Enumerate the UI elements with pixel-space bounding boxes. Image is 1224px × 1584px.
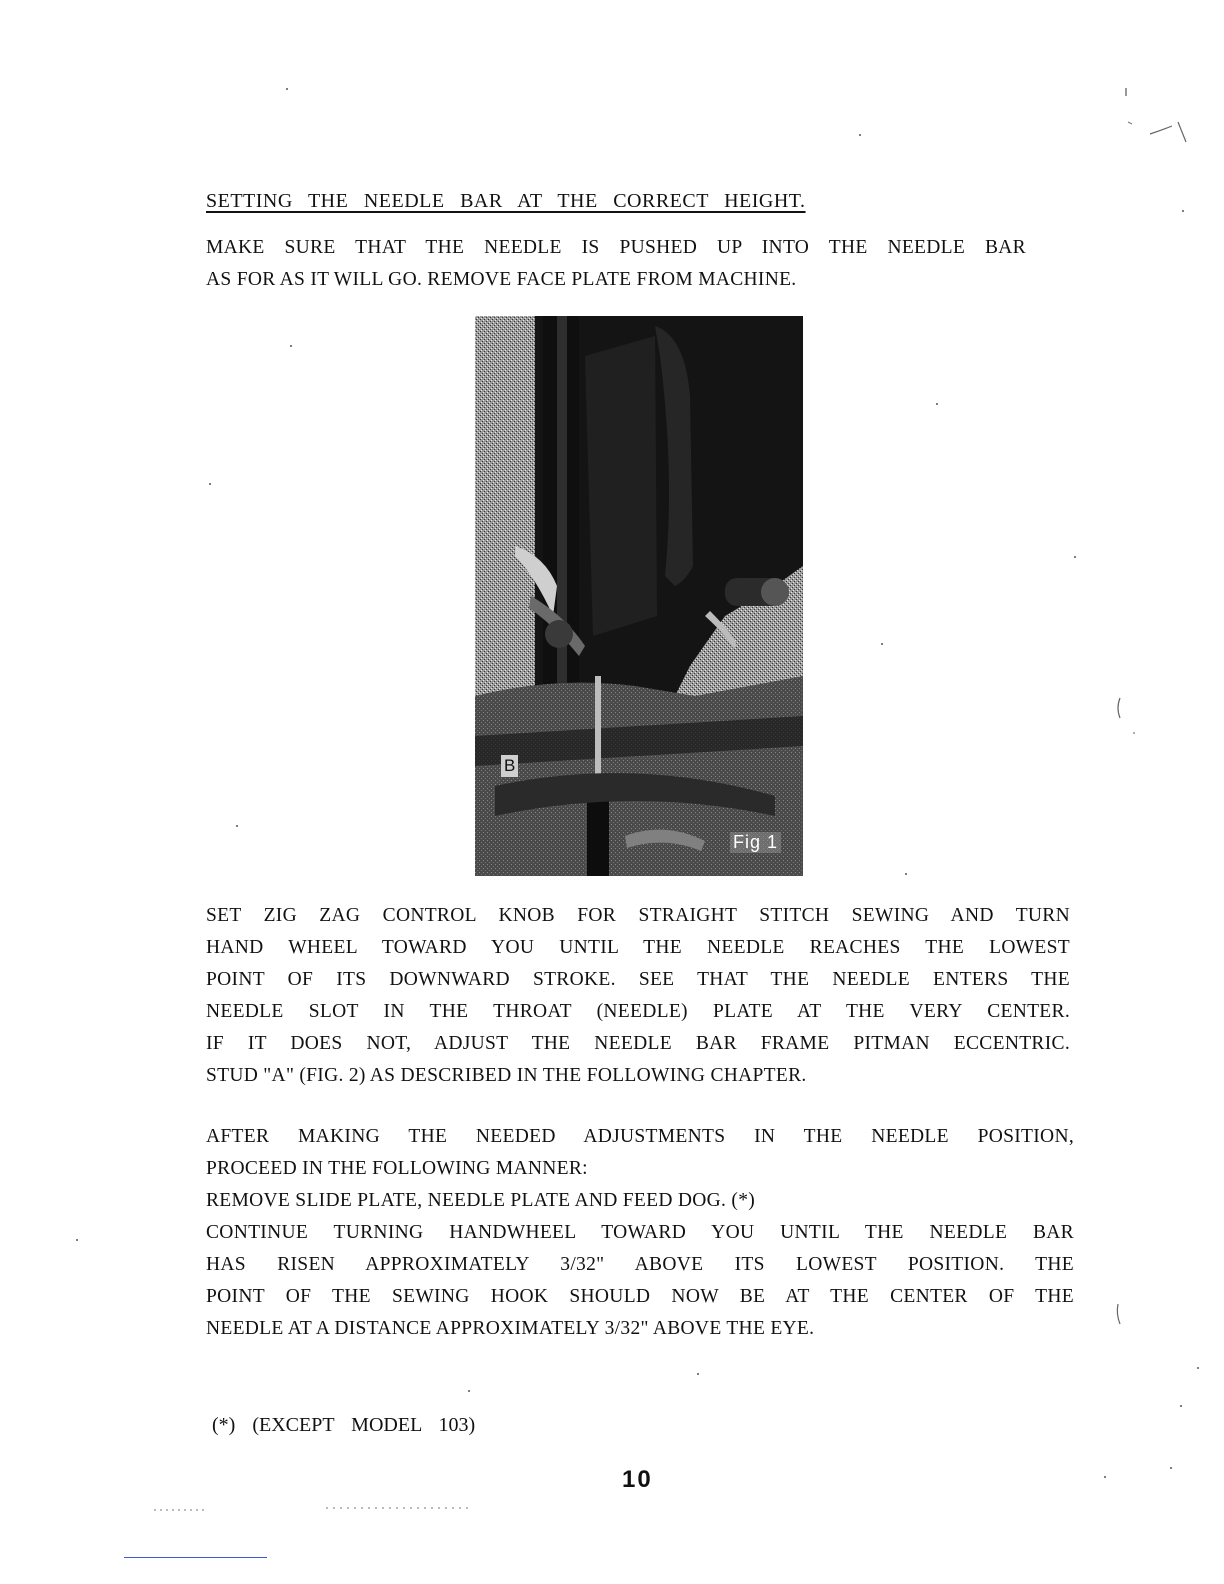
text-line: REMOVE SLIDE PLATE, NEEDLE PLATE AND FEED DOG. (*) (206, 1190, 756, 1211)
scan-speck (1170, 1467, 1172, 1469)
figure-caption: Fig 1 (730, 832, 781, 853)
text-line: AFTER MAKING THE NEEDED ADJUSTMENTS IN THE NEEDLE POSITION, (206, 1126, 1074, 1147)
scan-speck (286, 88, 288, 90)
scan-artifact-mark (1112, 694, 1142, 744)
intro-paragraph (206, 232, 1026, 296)
text-line: MAKE SURE THAT THE NEEDLE IS PUSHED UP INTO THE NEEDLE BAR (206, 237, 1026, 258)
scan-speck (1182, 210, 1184, 212)
scan-speck (859, 134, 861, 136)
scan-speck (881, 643, 883, 645)
instruction-paragraph-1 (206, 900, 1070, 1092)
scan-speck (76, 1239, 78, 1241)
scan-artifact-mark (1110, 1300, 1130, 1330)
text-line: NEEDLE SLOT IN THE THROAT (NEEDLE) PLATE AT THE VERY CENTER. (206, 1001, 1070, 1022)
callout-label-b: B (501, 755, 518, 777)
text-line: HAS RISEN APPROXIMATELY 3/32" ABOVE ITS LOWEST POSITION. THE (206, 1254, 1074, 1275)
text-line: IF IT DOES NOT, ADJUST THE NEEDLE BAR FRAME PITMAN ECCENTRIC. (206, 1033, 1070, 1054)
text-line: POINT OF ITS DOWNWARD STROKE. SEE THAT THE NEEDLE ENTERS THE (206, 969, 1070, 990)
text-line: STUD "A" (FIG. 2) AS DESCRIBED IN THE FOLLOWING CHAPTER. (206, 1065, 807, 1086)
text-line: PROCEED IN THE FOLLOWING MANNER: (206, 1158, 588, 1179)
page-number: 10 (622, 1466, 653, 1493)
scan-speck (1104, 1476, 1106, 1478)
section-heading: SETTING THE NEEDLE BAR AT THE CORRECT HEIGHT. (206, 190, 806, 212)
scan-speck (1180, 1405, 1182, 1407)
text-line: CONTINUE TURNING HANDWHEEL TOWARD YOU UNTIL THE NEEDLE BAR (206, 1222, 1074, 1243)
scan-speck (468, 1390, 470, 1392)
scan-speck (697, 1373, 699, 1375)
instruction-paragraph-2 (206, 1121, 1074, 1345)
scan-speck (1197, 1367, 1199, 1369)
scan-speck (1074, 556, 1076, 558)
scan-underline-artifact (124, 1557, 267, 1558)
scan-speck (236, 825, 238, 827)
text-line: SET ZIG ZAG CONTROL KNOB FOR STRAIGHT STITCH SEWING AND TURN (206, 905, 1070, 926)
sewing-machine-photo (475, 316, 803, 876)
scan-artifact-mark (1120, 82, 1200, 152)
text-line: HAND WHEEL TOWARD YOU UNTIL THE NEEDLE REACHES THE LOWEST (206, 937, 1070, 958)
scan-speck (936, 403, 938, 405)
text-line: AS FOR AS IT WILL GO. REMOVE FACE PLATE FROM MACHINE. (206, 269, 797, 290)
footnote: (*) (EXCEPT MODEL 103) (212, 1414, 476, 1436)
scan-speck (290, 345, 292, 347)
scan-artifact-dots (150, 1500, 490, 1516)
text-line: NEEDLE AT A DISTANCE APPROXIMATELY 3/32" ABOVE THE EYE. (206, 1318, 815, 1339)
scan-speck (209, 483, 211, 485)
scan-speck (905, 873, 907, 875)
text-line: POINT OF THE SEWING HOOK SHOULD NOW BE AT THE CENTER OF THE (206, 1286, 1074, 1307)
